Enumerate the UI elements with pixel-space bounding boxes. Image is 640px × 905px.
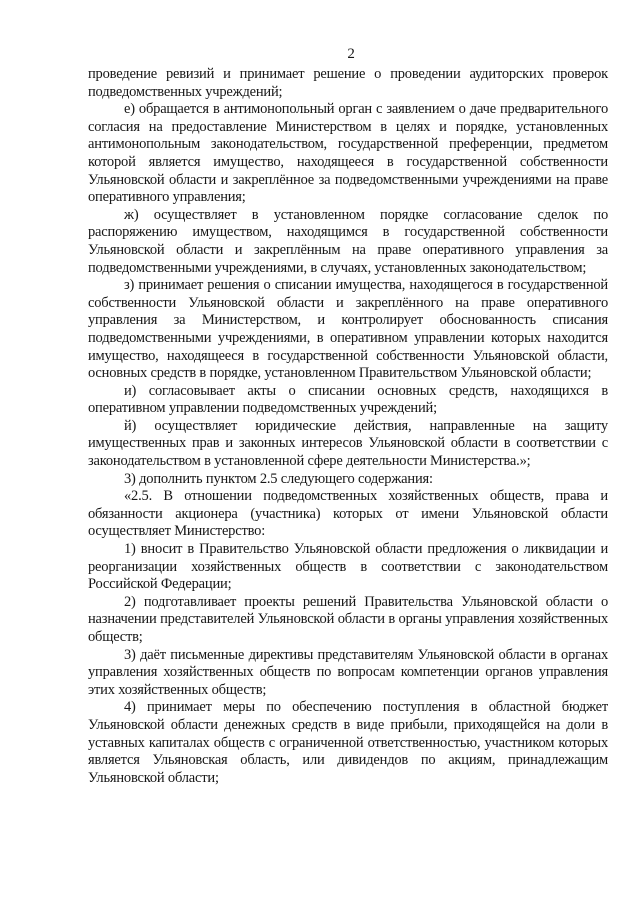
paragraph-item-zh: ж) осуществляет в установленном порядке согласование сделок по распоряжению имуществом, находящимся в государственной собственности Ульяновской области и закреплённым на праве оперативного управления за подведомственными учреждениями, в случаях, установленных законодательством; <box>88 206 608 276</box>
paragraph-item-z: з) принимает решения о списании имущества, находящегося в государственной собственности Ульяновской области и закреплённого на праве оперативного управления за Министерством, и контролирует обоснованность списания подведомственными учреждениями, в оперативном управлении которых находится имущество, находящееся в государственной собственности Ульяновской области, основных средств в порядке, установленном Правительством Ульяновской области; <box>88 277 608 382</box>
paragraph-continuation: проведение ревизий и принимает решение о проведении аудиторских проверок подведомственных учреждений; <box>88 66 608 100</box>
paragraph-subitem-1: 1) вносит в Правительство Ульяновской области предложения о ликвидации и реорганизации хозяйственных обществ в соответствии с законодательством Российской Федерации; <box>88 541 608 593</box>
paragraph-amendment-3: 3) дополнить пунктом 2.5 следующего содержания: <box>124 470 433 487</box>
document-body <box>88 66 608 787</box>
page-number: 2 <box>347 46 355 62</box>
paragraph-clause-2-5: «2.5. В отношении подведомственных хозяйственных обществ, права и обязанности акционера (участника) которых от имени Ульяновской области осуществляет Министерство: <box>88 488 608 540</box>
paragraph-subitem-2: 2) подготавливает проекты решений Правительства Ульяновской области о назначении представителей Ульяновской области в органы управления хозяйственных обществ; <box>88 593 608 645</box>
paragraph-item-e: е) обращается в антимонопольный орган с заявлением о даче предварительного согласия на предоставление Министерством в целях и порядке, установленных антимонопольным законодательством, государственной преференции, предметом которой является имущество, находящееся в государственной собственности Ульяновской области и закреплённое за подведомственными учреждениями на праве оперативного управления; <box>88 101 608 206</box>
paragraph-subitem-4: 4) принимает меры по обеспечению поступления в областной бюджет Ульяновской области денежных средств в виде прибыли, приходящейся на доли в уставных капиталах обществ с ограниченной ответственностью, участником которых является Ульяновская область, или дивидендов по акциям, принадлежащим Ульяновской области; <box>88 699 608 786</box>
paragraph-item-i-short: й) осуществляет юридические действия, направленные на защиту имущественных прав и законных интересов Ульяновской области в соответствии с законодательством в установленной сфере деятельности Министерства.»; <box>88 417 608 470</box>
paragraph-item-i: и) согласовывает акты о списании основных средств, находящихся в оперативном управлении подведомственных учреждений; <box>88 382 608 417</box>
paragraph-subitem-3: 3) даёт письменные директивы представителям Ульяновской области в органах управления хозяйственных обществ по вопросам компетенции органов управления этих хозяйственных обществ; <box>88 646 608 698</box>
